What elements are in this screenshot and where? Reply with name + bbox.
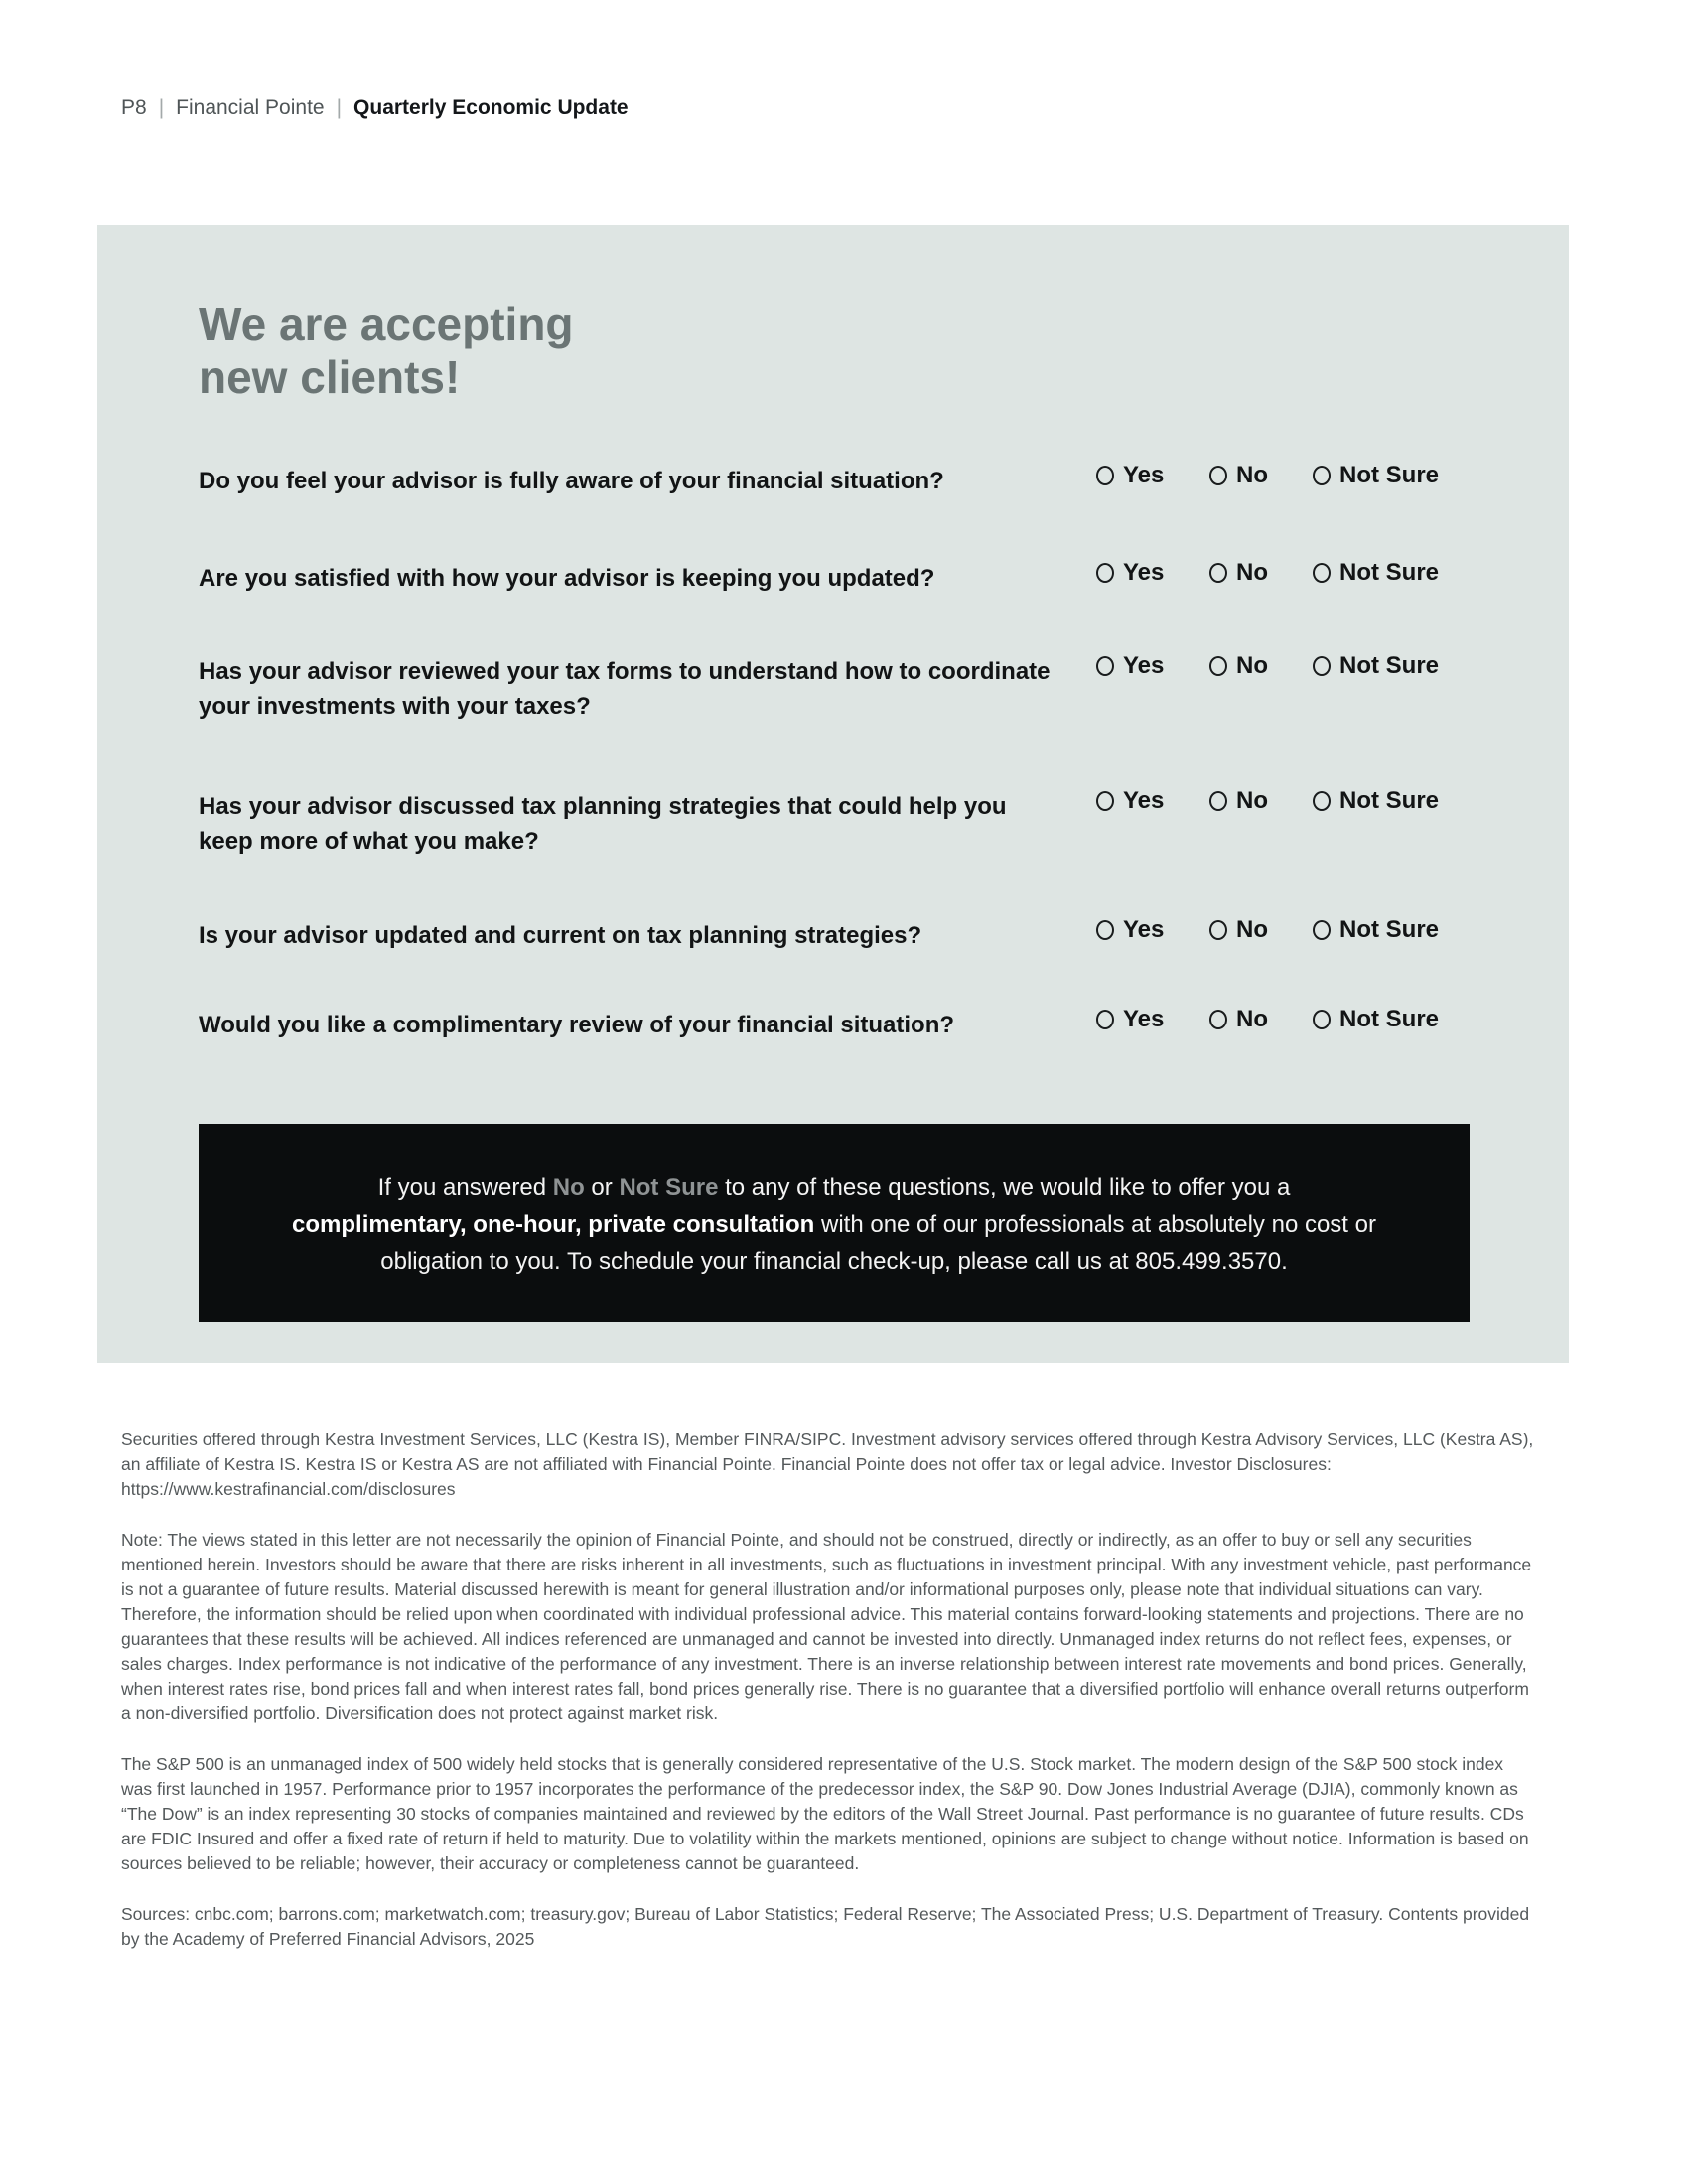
panel-title [199,297,574,404]
cta-highlight-no: No [552,1174,585,1201]
radio-icon[interactable] [1313,1010,1331,1029]
radio-icon[interactable] [1313,791,1331,811]
radio-group [97,462,1569,491]
radio-option-no[interactable] [1209,652,1268,680]
radio-option-yes[interactable] [1096,787,1164,815]
disclaimer-indices: The S&P 500 is an unmanaged index of 500 widely held stocks that is generally considered representative of the U.S. Stock market. The modern design of the S&P 500 stock index was first launched in 1957. Performance prior to 1957 incorporates the performance of the predecessor index, the S&P 90. Dow Jones Industrial Average (DJIA), commonly known as “The Dow” is an index representing 30 stocks of companies maintained and reviewed by the editors of the Wall Street Journal. Past performance is no guarantee of future results. CDs are FDIC Insured and offer a fixed rate of return if held to maturity. Due to volatility within the markets mentioned, opinions are subject to change without notice. Information is based on sources believed to be reliable; however, their accuracy or completeness cannot be guaranteed. [121,1754,1529,1873]
disclaimer-section [121,1428,1539,1978]
radio-option-not-sure[interactable] [1313,652,1439,680]
cta-highlight-not-sure: Not Sure [619,1174,719,1201]
cta-bold-consultation: complimentary, one-hour, private consultation [292,1211,815,1238]
header-separator: | [158,96,165,119]
radio-icon[interactable] [1313,563,1331,583]
radio-group [97,916,1569,946]
radio-label: No [1236,787,1268,814]
radio-icon[interactable] [1096,466,1114,485]
radio-group [97,1006,1569,1035]
consultation-cta-box [199,1124,1470,1322]
radio-icon[interactable] [1096,920,1114,940]
radio-option-not-sure[interactable] [1313,559,1439,587]
cta-text: to any of these questions, we would like to offer you a [718,1174,1291,1201]
radio-option-not-sure[interactable] [1313,1006,1439,1033]
radio-icon[interactable] [1209,1010,1227,1029]
radio-group [97,559,1569,589]
radio-option-yes[interactable] [1096,652,1164,680]
question-text: Has your advisor reviewed your tax forms to understand how to coordinate your investments with your taxes? [199,658,1051,720]
radio-icon[interactable] [1313,466,1331,485]
radio-label: No [1236,652,1268,679]
radio-icon[interactable] [1313,920,1331,940]
radio-group [97,652,1569,682]
question-text: Would you like a complimentary review of your financial situation? [199,1012,955,1038]
radio-label: Yes [1123,462,1165,488]
radio-icon[interactable] [1313,656,1331,676]
radio-label: Not Sure [1339,787,1440,814]
question-text: Do you feel your advisor is fully aware of your financial situation? [199,468,944,494]
panel-title-line2: new clients! [199,351,461,403]
radio-option-yes[interactable] [1096,462,1164,489]
radio-option-no[interactable] [1209,462,1268,489]
radio-label: Not Sure [1339,916,1440,943]
cta-text: or [584,1174,620,1201]
question-text: Has your advisor discussed tax planning strategies that could help you keep more of what you make? [199,793,1007,855]
page-number: P8 [121,96,147,119]
radio-icon[interactable] [1096,791,1114,811]
radio-option-yes[interactable] [1096,559,1164,587]
radio-label: Yes [1123,1006,1165,1032]
radio-icon[interactable] [1209,791,1227,811]
radio-option-not-sure[interactable] [1313,462,1439,489]
questionnaire-panel [97,225,1569,1363]
radio-option-no[interactable] [1209,559,1268,587]
radio-label: Yes [1123,787,1165,814]
radio-icon[interactable] [1096,563,1114,583]
document-title: Quarterly Economic Update [353,96,629,119]
page-header [121,96,629,120]
radio-option-no[interactable] [1209,787,1268,815]
radio-label: Yes [1123,652,1165,679]
disclaimer-sources: Sources: cnbc.com; barrons.com; marketwatch.com; treasury.gov; Bureau of Labor Statistics; Federal Reserve; The Associated Press; U.S. Department of Treasury. Contents provided by the Academy of Preferred Financial Advisors, 2025 [121,1904,1530,1949]
radio-icon[interactable] [1096,656,1114,676]
cta-text: with one of our professionals at absolutely no cost or obligation to you. To schedule your financial check-up, please call us at 805.499.3570. [380,1211,1376,1275]
radio-label: No [1236,559,1268,586]
disclaimer-note: Note: The views stated in this letter are not necessarily the opinion of Financial Pointe, and should not be construed, directly or indirectly, as an offer to buy or sell any securities mentioned herein. Investors should be aware that there are risks inherent in all investments, such as fluctuations in investment principal. With any investment vehicle, past performance is not a guarantee of future results. Material discussed herewith is meant for general illustration and/or informational purposes only, please note that individual situations can vary. Therefore, the information should be relied upon when coordinated with individual professional advice. This material contains forward-looking statements and projections. There are no guarantees that these results will be achieved. All indices referenced are unmanaged and cannot be invested into directly. Unmanaged index returns do not reflect fees, expenses, or sales charges. Index performance is not indicative of the performance of any investment. There is an inverse relationship between interest rate movements and bond prices. Generally, when interest rates rise, bond prices fall and when interest rates fall, bond prices generally rise. There is no guarantee that a diversified portfolio will enhance overall returns outperform a non-diversified portfolio. Diversification does not protect against market risk. [121,1530,1532,1723]
radio-group [97,787,1569,817]
radio-label: No [1236,916,1268,943]
radio-icon[interactable] [1096,1010,1114,1029]
radio-option-yes[interactable] [1096,916,1164,944]
radio-icon[interactable] [1209,656,1227,676]
radio-label: Not Sure [1339,559,1440,586]
radio-label: Yes [1123,916,1165,943]
question-text: Are you satisfied with how your advisor is keeping you updated? [199,565,935,592]
radio-option-no[interactable] [1209,916,1268,944]
disclaimer-securities: Securities offered through Kestra Investment Services, LLC (Kestra IS), Member FINRA/SIPC. Investment advisory services offered through Kestra Advisory Services, LLC (Kestra AS), an affiliate of Kestra IS. Kestra IS or Kestra AS are not affiliated with Financial Pointe. Financial Pointe does not offer tax or legal advice. Investor Disclosures: https://www.kestrafinancial.com/disclosures [121,1430,1534,1499]
radio-icon[interactable] [1209,466,1227,485]
radio-label: No [1236,462,1268,488]
cta-text: If you answered [377,1174,553,1201]
radio-label: Not Sure [1339,462,1440,488]
header-separator: | [336,96,343,119]
radio-icon[interactable] [1209,920,1227,940]
panel-title-line1: We are accepting [199,298,574,349]
radio-option-not-sure[interactable] [1313,787,1439,815]
radio-label: Not Sure [1339,652,1440,679]
radio-label: Not Sure [1339,1006,1440,1032]
brand-name: Financial Pointe [176,96,325,119]
radio-label: Yes [1123,559,1165,586]
question-text: Is your advisor updated and current on tax planning strategies? [199,922,922,949]
radio-option-yes[interactable] [1096,1006,1164,1033]
radio-icon[interactable] [1209,563,1227,583]
radio-option-not-sure[interactable] [1313,916,1439,944]
radio-option-no[interactable] [1209,1006,1268,1033]
radio-label: No [1236,1006,1268,1032]
